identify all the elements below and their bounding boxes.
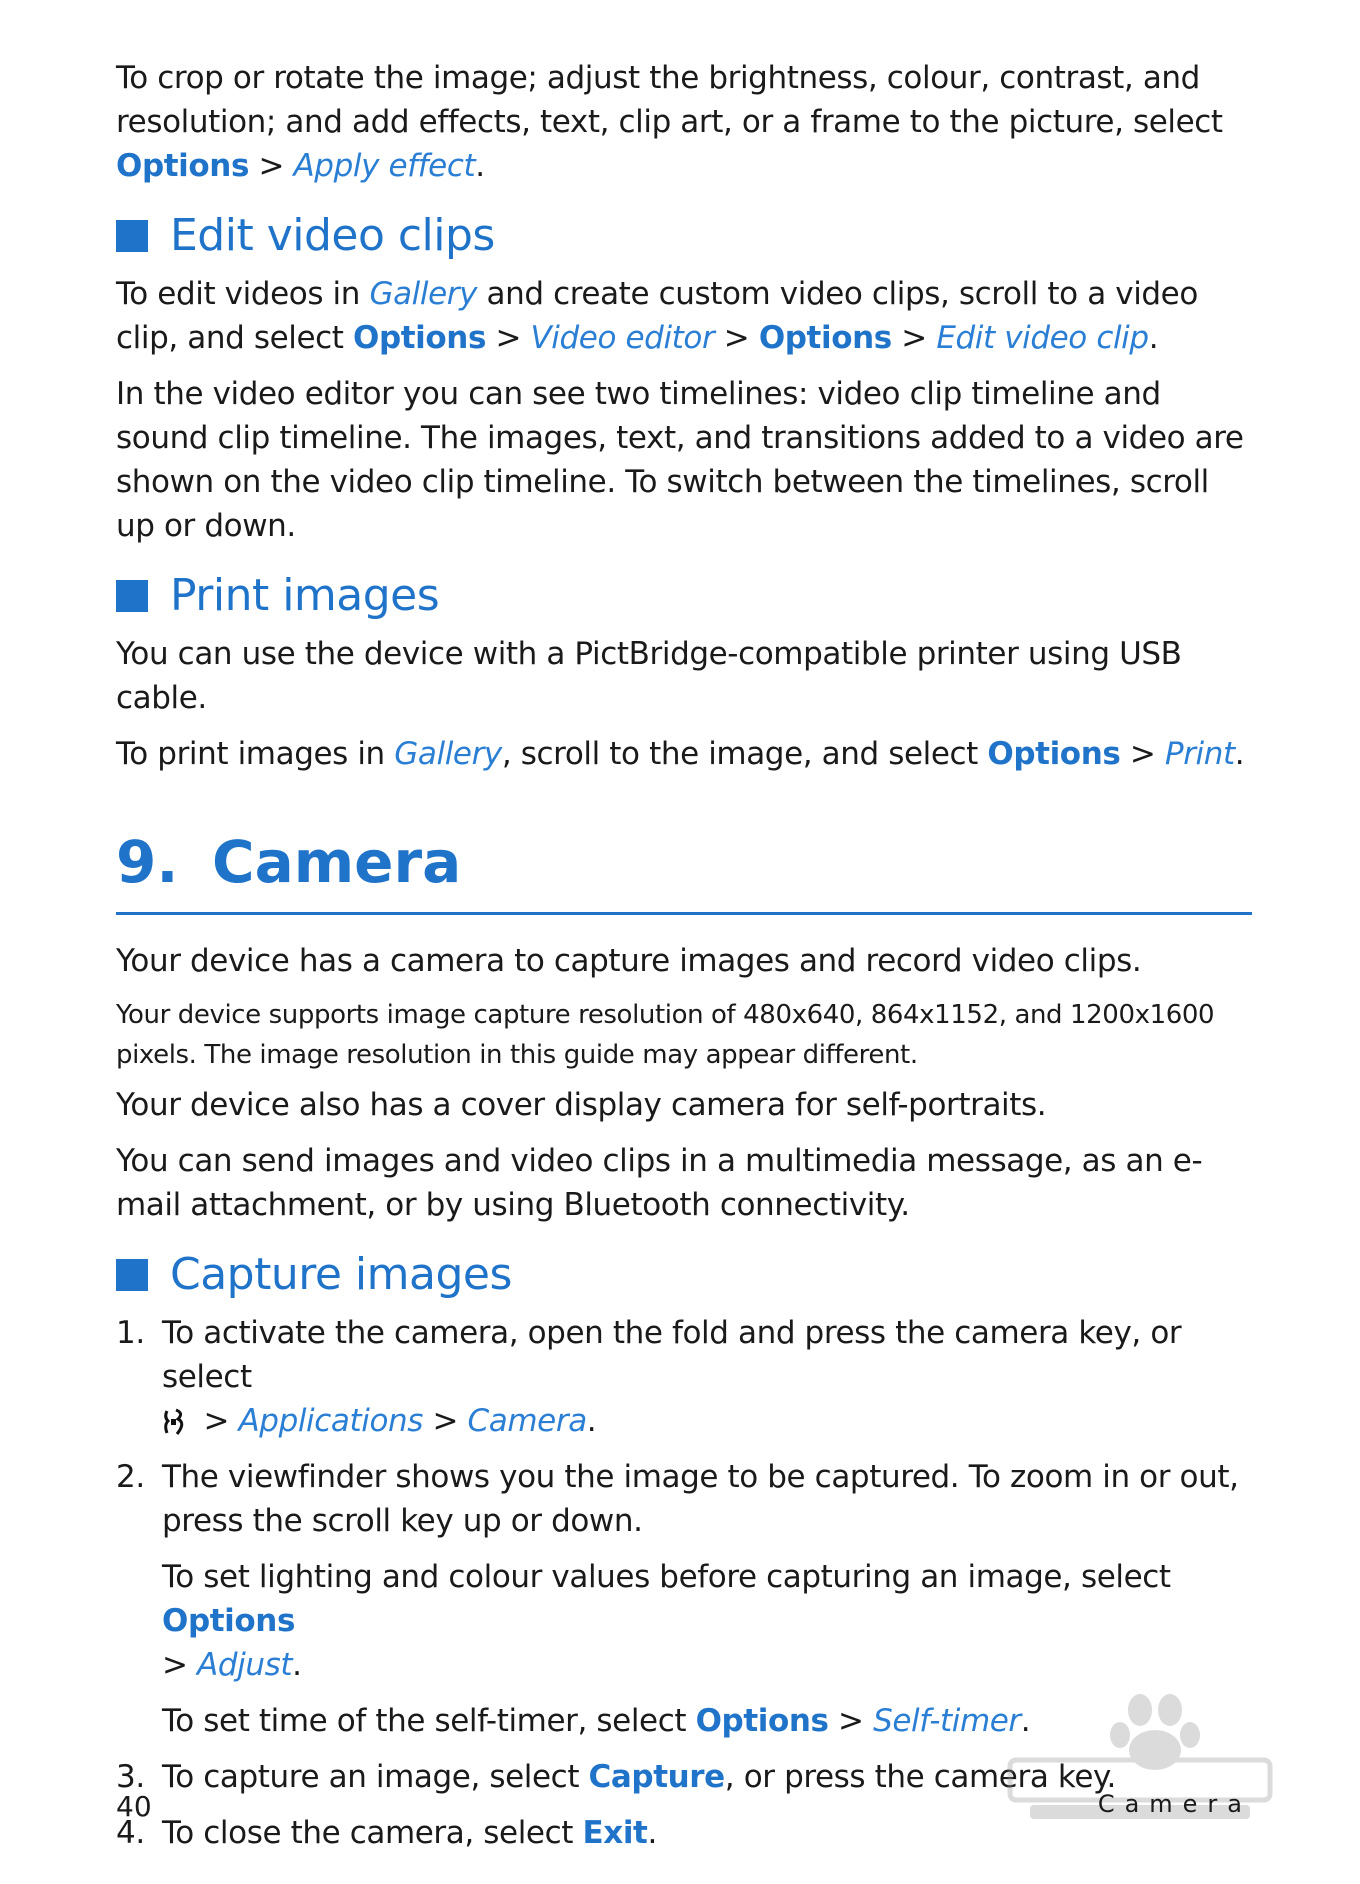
heading-square-icon	[116, 580, 148, 612]
period: .	[1148, 320, 1159, 356]
list-number: 2.	[116, 1459, 145, 1495]
menu-separator: >	[1120, 736, 1165, 772]
options-term: Options	[162, 1603, 296, 1639]
menu-separator: >	[249, 148, 294, 184]
intro-paragraph	[116, 56, 1252, 188]
text: , or press the camera key.	[724, 1759, 1116, 1795]
capture-term: Capture	[588, 1759, 725, 1795]
menu-separator: >	[423, 1403, 468, 1439]
options-term: Options	[758, 320, 892, 356]
chapter-number: 9.	[116, 828, 179, 896]
period: .	[292, 1647, 302, 1683]
period: .	[647, 1815, 657, 1851]
list-number: 3.	[116, 1759, 145, 1795]
camera-term: Camera	[467, 1403, 587, 1439]
menu-separator: >	[486, 320, 531, 356]
applications-term: Applications	[238, 1403, 424, 1439]
text: To activate the camera, open the fold and press the camera key, or select	[162, 1315, 1182, 1395]
chapter-title: Camera	[212, 828, 462, 896]
period: .	[1234, 736, 1245, 772]
chapter-paragraph-4: You can send images and video clips in a multimedia message, as an e-mail attachment, or by using Bluetooth connectivity.	[116, 1143, 1203, 1223]
gallery-term: Gallery	[394, 736, 502, 772]
footer-section-title: Camera	[1097, 1790, 1252, 1818]
adjust-term: Adjust	[197, 1647, 293, 1683]
print-paragraph-2	[116, 732, 1252, 776]
text: and create custom video clips, scroll to a video clip, and select	[116, 276, 1198, 356]
text: To edit videos in	[116, 276, 370, 312]
heading-capture-images	[116, 1247, 1252, 1303]
options-term: Options	[116, 148, 250, 184]
list-number: 1.	[116, 1315, 145, 1351]
list-item	[116, 1311, 1252, 1443]
apply-effect-term: Apply effect	[293, 148, 476, 184]
list-text: The viewfinder shows you the image to be captured. To zoom in or out, press the scroll key up or down.	[162, 1459, 1239, 1539]
list-item	[116, 1455, 1252, 1543]
menu-separator: >	[891, 320, 937, 356]
menu-separator: >	[714, 320, 759, 356]
heading-edit-video-clips	[116, 208, 1252, 264]
edit-video-clip-term: Edit video clip	[936, 320, 1149, 356]
menu-separator: >	[162, 1647, 198, 1683]
page-number: 40	[116, 1790, 152, 1823]
options-term: Options	[987, 736, 1121, 772]
list-number: 4.	[116, 1815, 145, 1851]
edit-video-paragraph-1	[116, 272, 1252, 360]
heading-square-icon	[116, 1259, 148, 1291]
heading-square-icon	[116, 220, 148, 252]
menu-separator: >	[194, 1403, 239, 1439]
menu-separator: >	[828, 1703, 874, 1739]
text: To capture an image, select	[162, 1759, 589, 1795]
text: To set time of the self-timer, select	[162, 1703, 696, 1739]
document-page	[116, 56, 1252, 1867]
exit-term: Exit	[582, 1815, 648, 1851]
text: To set lighting and colour values before capturing an image, select	[162, 1559, 1171, 1595]
period: .	[1020, 1703, 1031, 1739]
chapter-paragraph-1: Your device has a camera to capture images and record video clips.	[116, 943, 1142, 979]
options-term: Options	[353, 320, 487, 356]
chapter-paragraph-3: Your device also has a cover display camera for self-portraits.	[116, 1087, 1047, 1123]
period: .	[586, 1403, 597, 1439]
heading-text: Print images	[170, 570, 440, 621]
page-footer	[116, 1790, 1252, 1823]
heading-text: Capture images	[170, 1249, 512, 1300]
list-subparagraph	[116, 1555, 1252, 1687]
list-text	[162, 1311, 1252, 1443]
print-term: Print	[1164, 736, 1235, 772]
heading-print-images	[116, 568, 1252, 624]
text: To close the camera, select	[162, 1815, 583, 1851]
heading-text: Edit video clips	[170, 210, 495, 261]
chapter-note: Your device supports image capture resolution of 480x640, 864x1152, and 1200x1600 pixels. The image resolution in this guide may appear different.	[116, 1000, 1215, 1070]
text: To print images in	[116, 736, 395, 772]
self-timer-term: Self-timer	[873, 1703, 1021, 1739]
chapter-heading	[116, 826, 1252, 898]
options-term: Options	[695, 1703, 829, 1739]
menu-key-icon	[162, 1407, 188, 1437]
gallery-term: Gallery	[369, 276, 478, 312]
text: , scroll to the image, and select	[501, 736, 988, 772]
print-paragraph-1: You can use the device with a PictBridge-compatible printer using USB cable.	[116, 636, 1182, 716]
intro-text: To crop or rotate the image; adjust the brightness, colour, contrast, and resolution; and add effects, text, clip art, or a frame to the picture, select	[116, 60, 1223, 140]
video-editor-term: Video editor	[530, 320, 715, 356]
period: .	[475, 148, 485, 184]
edit-video-paragraph-2: In the video editor you can see two timelines: video clip timeline and sound clip timeline. The images, text, and transitions added to a video are shown on the video clip timeline. To switch between the timelines, scroll up or down.	[116, 376, 1244, 544]
chapter-rule	[116, 912, 1252, 915]
